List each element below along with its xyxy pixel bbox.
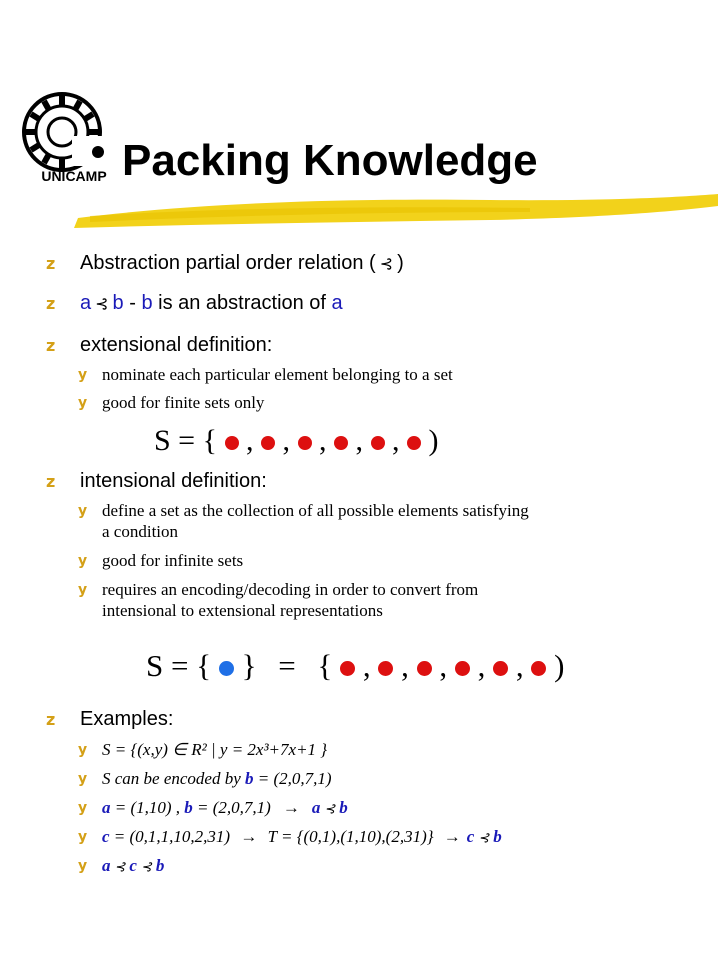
sub-item (78, 551, 244, 571)
var-c: c (129, 856, 137, 875)
sub-item-continuation (102, 522, 178, 542)
set-sep: , (362, 648, 371, 683)
element-dot (531, 661, 546, 676)
example-item (78, 769, 332, 789)
sub-item-text: a condition (102, 522, 179, 541)
unicamp-emblem-icon (12, 92, 136, 172)
example-text: = (1,10) , (110, 798, 185, 817)
sub-item-text: good for finite sets only (102, 393, 265, 412)
bullet-extensional (46, 334, 272, 357)
page-title: Packing Knowledge (122, 136, 538, 185)
title-underline-swoosh (70, 188, 720, 230)
set-sep: , (439, 648, 448, 683)
set-sep: , (401, 648, 409, 683)
bullet-abstraction (46, 252, 404, 275)
precedes-symbol: ⊰ (324, 802, 336, 817)
precedes-symbol: ⊰ (478, 831, 490, 846)
example-text: = (2,0,7,1) (253, 769, 332, 788)
precedes-symbol: ⊰ (140, 860, 152, 875)
var-a: a (102, 856, 111, 875)
element-dot (407, 436, 421, 450)
var-b: b (339, 798, 348, 817)
set-sep: , (319, 424, 327, 457)
bullet-text: Examples: (80, 708, 174, 730)
sub-item (78, 580, 479, 600)
set-prefix: S = { (154, 424, 218, 457)
set-prefix: S = { (146, 648, 212, 683)
var-b: b (112, 292, 124, 314)
var-b: b (141, 292, 153, 314)
var-c: c (466, 827, 475, 846)
dash: - (123, 292, 142, 314)
element-dot (417, 661, 432, 676)
z-bullet-icon: z (46, 710, 56, 729)
set-suffix: } (241, 648, 257, 683)
sub-item-text: nominate each particular element belonging to a set (102, 365, 453, 384)
element-dot (334, 436, 348, 450)
element-dot (371, 436, 385, 450)
var-c: c (102, 827, 110, 846)
precedes-symbol: ⊰ (379, 254, 394, 273)
set-open: { (317, 648, 333, 683)
extensional-set (154, 424, 439, 458)
y-bullet-icon: y (78, 503, 88, 519)
bullet-intensional (46, 470, 267, 493)
unicamp-logo (12, 92, 136, 192)
example-item (78, 856, 165, 878)
sub-item-text: good for infinite sets (102, 551, 244, 570)
example-item (78, 740, 328, 760)
element-dot (298, 436, 312, 450)
sub-item-text: define a set as the collection of all possible elements satisfying (102, 501, 529, 520)
arrow-icon: → (282, 798, 300, 817)
logo-text: UNICAMP (41, 168, 107, 184)
y-bullet-icon: y (78, 858, 88, 874)
var-a: a (311, 798, 321, 817)
set-sep: , (392, 424, 400, 457)
bullet-text: intensional definition: (80, 470, 267, 492)
intensional-set (146, 648, 564, 684)
y-bullet-icon: y (78, 800, 88, 816)
y-bullet-icon: y (78, 367, 88, 383)
example-text: S can be encoded by (102, 769, 246, 788)
var-a: a (331, 292, 343, 314)
bullet-text: Abstraction partial order relation ( (80, 252, 376, 274)
y-bullet-icon: y (78, 742, 88, 758)
bullet-text: extensional definition: (80, 334, 273, 356)
z-bullet-icon: z (46, 336, 56, 355)
element-dot (455, 661, 470, 676)
var-b: b (245, 769, 254, 788)
sub-item-text: intensional to extensional representations (102, 601, 383, 620)
set-sep: , (355, 424, 364, 457)
z-bullet-icon: z (46, 472, 56, 491)
sub-item (78, 501, 529, 521)
precedes-symbol: ⊰ (95, 294, 109, 313)
var-b: b (493, 827, 502, 846)
example-item (78, 827, 502, 849)
set-sep: , (515, 648, 524, 683)
example-item (78, 798, 348, 820)
y-bullet-icon: y (78, 771, 88, 787)
arrow-icon: → (240, 827, 258, 846)
precedes-symbol: ⊰ (114, 860, 126, 875)
equals-sign: = (278, 648, 296, 683)
example-text: T = {(0,1),(1,10),(2,31)} (263, 827, 438, 846)
arrow-icon: → (443, 827, 461, 846)
sub-item-continuation (102, 601, 383, 621)
sub-item (78, 393, 265, 413)
bullet-text: is an abstraction of (152, 292, 332, 314)
element-dot (261, 436, 275, 450)
y-bullet-icon: y (78, 582, 88, 598)
y-bullet-icon: y (78, 829, 88, 845)
element-dot (340, 661, 355, 676)
y-bullet-icon: y (78, 553, 88, 569)
element-dot (493, 661, 508, 676)
z-bullet-icon: z (46, 294, 56, 313)
set-sep: , (246, 424, 254, 457)
var-b: b (155, 856, 165, 875)
y-bullet-icon: y (78, 395, 88, 411)
sub-item-text: requires an encoding/decoding in order to convert from (102, 580, 479, 599)
element-dot (378, 661, 393, 676)
example-text: = (2,0,7,1) (192, 798, 271, 817)
bullet-examples (46, 708, 173, 731)
var-a: a (80, 292, 92, 314)
set-close: ) (554, 648, 565, 683)
var-b: b (184, 798, 193, 817)
sub-item (78, 365, 453, 385)
z-bullet-icon: z (46, 254, 56, 273)
set-suffix: ) (428, 424, 439, 457)
example-text: = (0,1,1,10,2,31) (109, 827, 235, 846)
bullet-text-close: ) (397, 252, 404, 274)
example-text: S = {(x,y) ∈ R² | y = 2x³+7x+1 } (102, 740, 328, 759)
bullet-a-precedes-b (46, 292, 343, 315)
set-sep: , (477, 648, 486, 683)
generic-element-dot (219, 661, 234, 676)
set-sep: , (282, 424, 291, 457)
var-a: a (102, 798, 111, 817)
element-dot (225, 436, 239, 450)
